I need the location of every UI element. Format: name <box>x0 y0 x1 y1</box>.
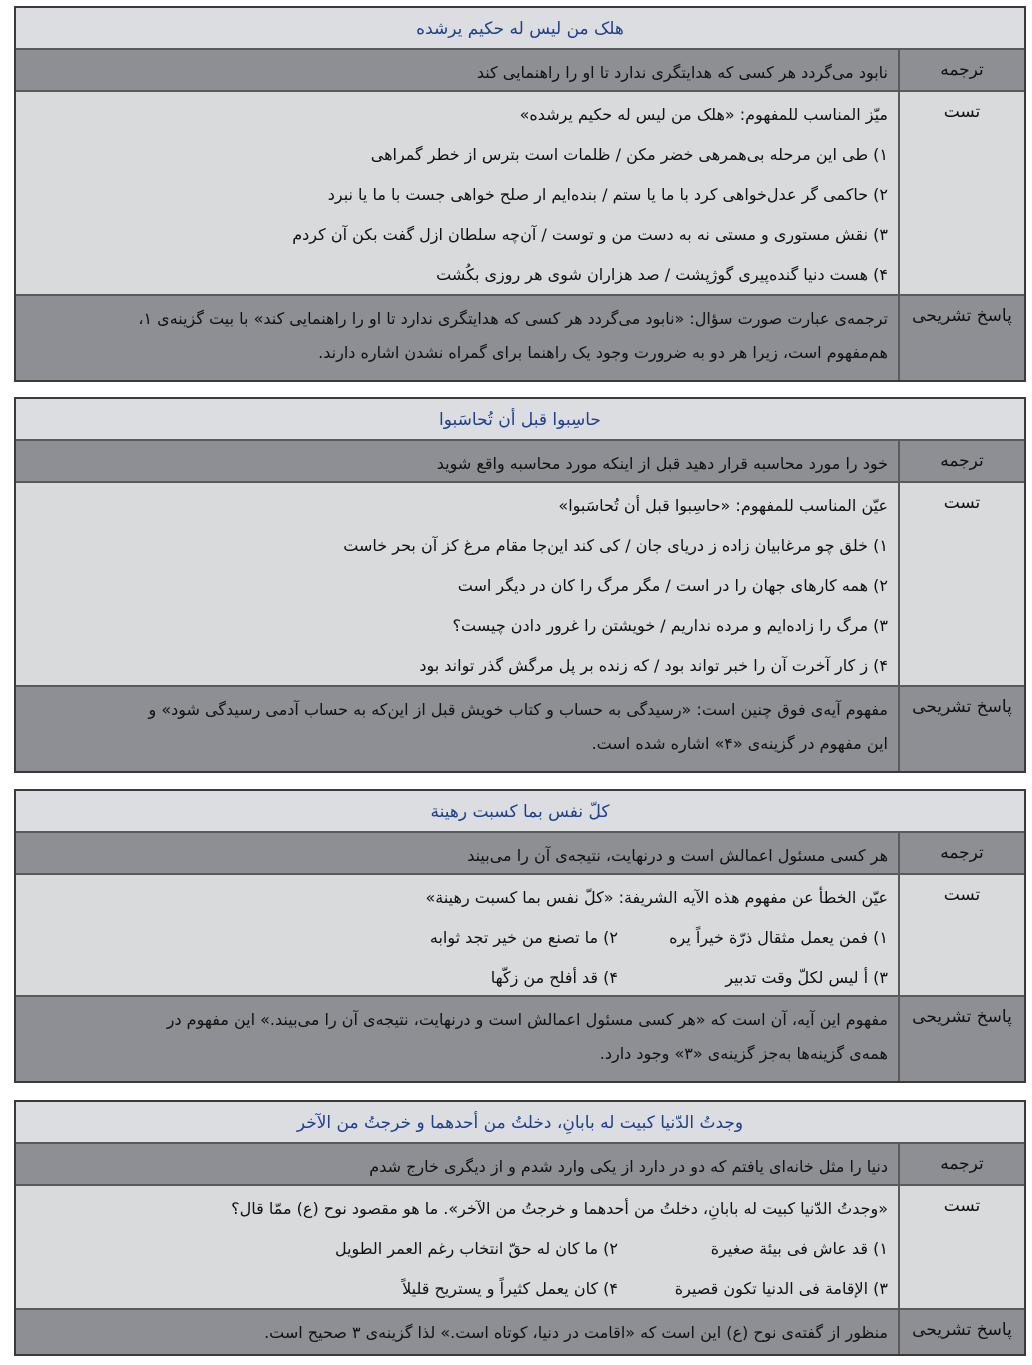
test-content <box>16 92 898 294</box>
translation-label: ترجمه <box>898 50 1024 90</box>
question-text: میّز المناسب للمفهوم: «هلک من لیس له حکیم یرشده» <box>519 105 888 124</box>
option-2: ۲) ما کان له حقّ انتخاب رغم العمر الطویل <box>334 1239 618 1258</box>
section-card <box>14 397 1026 773</box>
answer-text: مفهوم این آیه، آن است که «هر کسی مسئول اعمالش است و درنهایت، نتیجه‌ی آن را می‌بیند.» این مفهوم در همه‌ی گزینه‌ها به‌جز گزینه‌ی «۳» وجود دارد. <box>166 1010 888 1063</box>
options-row <box>26 1234 888 1274</box>
translation-text: نابود می‌گردد هر کسی که هدایتگری ندارد تا او را راهنمایی کند <box>476 63 888 82</box>
answer-label: پاسخ تشریحی <box>898 687 1024 771</box>
test-label: تست <box>898 92 1024 294</box>
question-text: عیّن المناسب للمفهوم: «حاسِبوا قبل أن تُحاسَبوا» <box>558 496 888 515</box>
section-title: هلک من لیس له حکیم یرشده <box>16 8 1024 50</box>
translation-row <box>16 50 1024 92</box>
option-4: ۴) ز کار آخرت آن را خبر تواند بود / که زنده بر پل مرگش گذر تواند بود <box>419 656 888 675</box>
test-label: تست <box>898 483 1024 685</box>
answer-text: ترجمه‌ی عبارت صورت سؤال: «نابود می‌گردد هر کسی که هدایتگری ندارد تا او را راهنمایی کند» با بیت گزینه‌ی ۱، هم‌مفهوم است، زیرا هر دو به ضرورت وجود یک راهنما برای گمراه نشدن اشاره دارند. <box>138 309 888 362</box>
answer-row <box>16 1310 1024 1354</box>
option-1: ۱) قد عاش فی بیئة صغیرة <box>710 1239 888 1258</box>
option-1: ۱) فمن یعمل مثقال ذرّة خیراً یره <box>669 928 888 947</box>
options-row <box>26 1274 888 1314</box>
answer-label: پاسخ تشریحی <box>898 296 1024 380</box>
translation-row <box>16 833 1024 875</box>
translation-text: دنیا را مثل خانه‌ای یافتم که دو در دارد از یکی وارد شدم و از دیگری خارج شدم <box>369 1157 888 1176</box>
translation-text: خود را مورد محاسبه قرار دهید قبل از اینکه مورد محاسبه واقع شوید <box>436 454 888 473</box>
translation-label: ترجمه <box>898 833 1024 873</box>
answer-label: پاسخ تشریحی <box>898 1310 1024 1354</box>
option-2: ۲) حاکمی گر عدل‌خواهی کرد با ما یا ستم / بنده‌ایم ار صلح خواهی جست با ما یا نبرد <box>327 185 888 204</box>
options-row <box>26 923 888 963</box>
option-1: ۱) خلق چو مرغابیان زاده ز دریای جان / کی کند این‌جا مقام مرغ کز آن بحر خاست <box>343 536 888 555</box>
question-text: «وجدتُ الدّنیا کبیت له بابانِ، دخلتُ من أحدهما و خرجتُ من الآخر». ما هو مقصود نوح (ع) ممّا قال؟ <box>231 1199 888 1218</box>
option-3: ۳) الإقامة فی الدنیا تکون قصیرة <box>674 1279 888 1298</box>
option-2: ۲) ما تصنع من خیر تجد ثوابه <box>429 928 618 947</box>
answer-text: منظور از گفته‌ی نوح (ع) این است که «اقامت در دنیا، کوتاه است.» لذا گزینه‌ی ۳ صحیح است. <box>264 1323 888 1342</box>
answer-row <box>16 997 1024 1081</box>
translation-label: ترجمه <box>898 1144 1024 1184</box>
section-card <box>14 1100 1026 1356</box>
option-3: ۳) مرگ را زاده‌ایم و مرده نداریم / خویشتن را غرور دادن چیست؟ <box>452 616 888 635</box>
test-row <box>16 1186 1024 1310</box>
section-title: وجدتُ الدّنیا کبیت له بابانِ، دخلتُ من أحدهما و خرجتُ من الآخر <box>16 1102 1024 1144</box>
answer-label: پاسخ تشریحی <box>898 997 1024 1081</box>
option-4: ۴) کان یعمل کثیراً و یستریح قلیلاً <box>402 1279 618 1298</box>
option-3: ۳) أ لیس لکلّ وقت تدبیر <box>725 968 888 987</box>
test-label: تست <box>898 1186 1024 1308</box>
answer-text: مفهوم آیه‌ی فوق چنین است: «رسیدگی به حساب و کتاب خویش قبل از این‌که به حساب آدمی رسیدگی شود» و این مفهوم در گزینه‌ی «۴» اشاره شده است. <box>148 700 888 753</box>
section-card <box>14 789 1026 1083</box>
option-1: ۱) طی این مرحله بی‌همرهی خضر مکن / ظلمات است بترس از خطر گمراهی <box>370 145 888 164</box>
option-4: ۴) هست دنیا گنده‌پیری گوژپشت / صد هزاران شوی هر روزی بکُشت <box>436 265 888 284</box>
option-2: ۲) همه کارهای جهان را در است / مگر مرگ را کان در دیگر است <box>457 576 888 595</box>
section-title: حاسِبوا قبل أن تُحاسَبوا <box>16 399 1024 441</box>
option-4: ۴) قد أفلح من زکّها <box>490 968 618 987</box>
translation-text: هر کسی مسئول اعمالش است و درنهایت، نتیجه‌ی آن را می‌بیند <box>467 846 888 865</box>
test-label: تست <box>898 875 1024 995</box>
test-row <box>16 875 1024 997</box>
translation-label: ترجمه <box>898 441 1024 481</box>
option-3: ۳) نقش مستوری و مستی نه به دست من و توست / آن‌چه سلطان ازل گفت بکن آن کردم <box>292 225 888 244</box>
section-card <box>14 6 1026 382</box>
test-content <box>16 875 898 995</box>
answer-row <box>16 296 1024 380</box>
question-text: عیّن الخطأ عن مفهوم هذه الآیه الشریفة: «کلّ نفس بما کسبت رهینة» <box>425 888 888 907</box>
answer-row <box>16 687 1024 771</box>
test-content <box>16 483 898 685</box>
translation-row <box>16 441 1024 483</box>
test-row <box>16 92 1024 296</box>
test-row <box>16 483 1024 687</box>
translation-row <box>16 1144 1024 1186</box>
section-title: کلّ نفس بما کسبت رهینة <box>16 791 1024 833</box>
test-content <box>16 1186 898 1308</box>
